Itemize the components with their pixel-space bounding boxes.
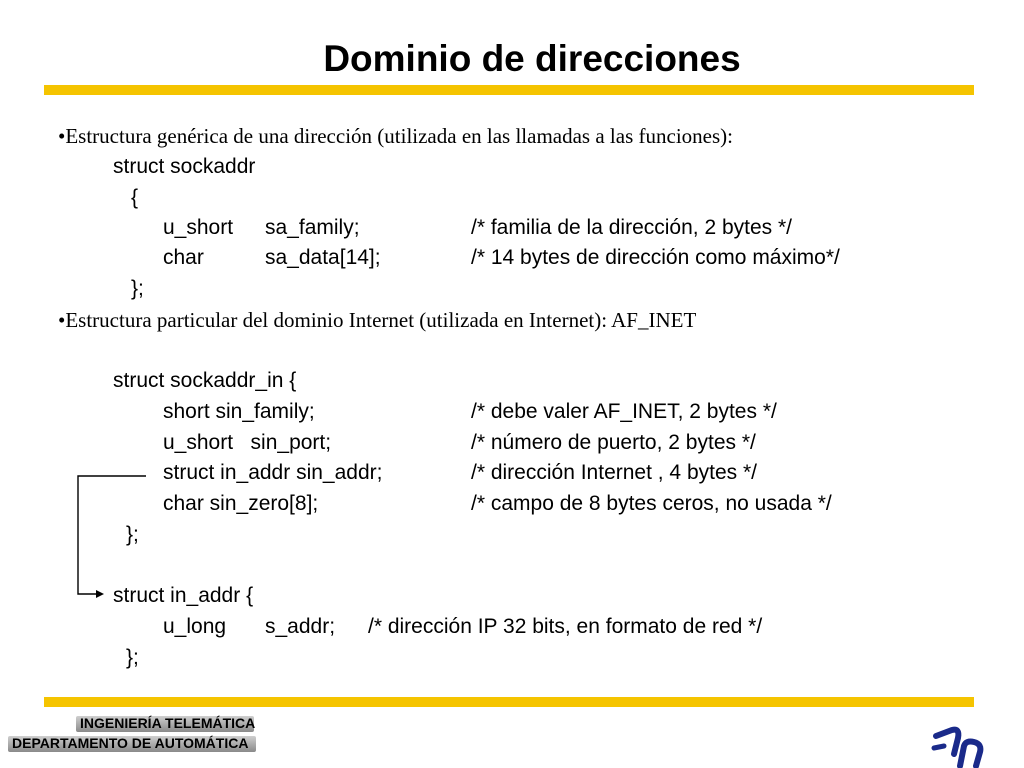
field-type: u_long <box>163 615 227 638</box>
field-declaration: short sin_family; <box>163 400 315 423</box>
field-comment: /* dirección Internet , 4 bytes */ <box>471 461 757 484</box>
in-addr-brace-close: }; <box>126 646 139 669</box>
field-declaration: u_short sin_port; <box>163 431 332 454</box>
field-name: sa_family; <box>265 216 360 239</box>
slide-title: Dominio de direcciones <box>323 38 741 79</box>
field-type: char <box>163 246 204 269</box>
footer-line-1: INGENIERÍA TELEMÁTICA <box>80 715 256 731</box>
field-comment: /* número de puerto, 2 bytes */ <box>471 431 756 454</box>
sockaddr-in-open: struct sockaddr_in { <box>113 369 297 392</box>
field-declaration: char sin_zero[8]; <box>163 492 319 515</box>
field-name: s_addr; <box>265 615 336 638</box>
bottom-divider <box>44 697 974 707</box>
field-type: u_short <box>163 216 234 239</box>
field-declaration: struct in_addr sin_addr; <box>163 461 383 484</box>
bullet-internet-structure: •Estructura particular del dominio Internet (utilizada en Internet): AF_INET <box>58 308 697 332</box>
field-comment: /* familia de la dirección, 2 bytes */ <box>471 216 792 239</box>
sockaddr-brace-open: { <box>131 186 139 209</box>
department-logo-icon <box>930 724 990 768</box>
in-addr-open: struct in_addr { <box>113 584 254 607</box>
field-name: sa_data[14]; <box>265 246 381 269</box>
field-comment: /* dirección IP 32 bits, en formato de red */ <box>368 615 763 638</box>
field-comment: /* debe valer AF_INET, 2 bytes */ <box>471 400 777 423</box>
field-comment: /* 14 bytes de dirección como máximo*/ <box>471 246 840 269</box>
sockaddr-open: struct sockaddr <box>113 155 256 178</box>
sockaddr-in-brace-close: }; <box>126 523 139 546</box>
footer-line-2: DEPARTAMENTO DE AUTOMÁTICA <box>12 735 249 751</box>
sockaddr-brace-close: }; <box>131 277 144 300</box>
bullet-generic-structure: •Estructura genérica de una dirección (utilizada en las llamadas a las funciones): <box>58 124 733 148</box>
field-comment: /* campo de 8 bytes ceros, no usada */ <box>471 492 832 515</box>
